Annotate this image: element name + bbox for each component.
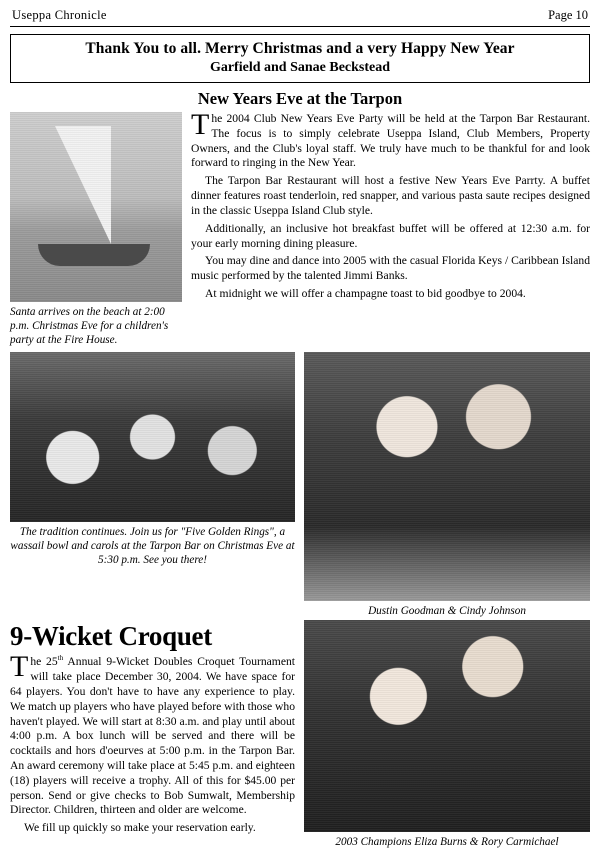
croquet-champions-photo [304, 620, 590, 832]
croquet-article-title: 9-Wicket Croquet [10, 621, 212, 651]
masthead [10, 8, 590, 27]
champions-photo-column [304, 620, 590, 849]
croquet-text-column [10, 620, 295, 839]
photo-grain-overlay [10, 352, 295, 522]
publication-title: Useppa Chronicle [12, 8, 107, 22]
croquet-article-text [10, 650, 295, 836]
greeting-box [10, 34, 590, 83]
photo-grain-overlay [304, 352, 590, 601]
page-number: Page 10 [548, 8, 588, 22]
nye-paragraph-4: You may dine and dance into 2005 with the casual Florida Keys / Caribbean Island music performed by the talented Jimmi Banks. [191, 254, 590, 283]
goodman-johnson-photo [304, 352, 590, 601]
croquet-dropcap: T [10, 650, 29, 684]
santa-photo-caption: Santa arrives on the beach at 2:00 p.m. Christmas Eve for a children's party at the Fire House. [10, 306, 169, 346]
goodman-johnson-photo-caption: Dustin Goodman & Cindy Johnson [368, 605, 526, 617]
nye-paragraph-5: At midnight we will offer a champagne toast to bid goodbye to 2004. [205, 287, 526, 301]
goodman-johnson-photo-column [304, 352, 590, 618]
nye-article-text [191, 108, 590, 305]
greeting-message: Thank You to all. Merry Christmas and a very Happy New Year [85, 40, 515, 57]
photo-grain-overlay [304, 620, 590, 832]
photo-grain-overlay [10, 112, 182, 302]
croquet-paragraph-2: We fill up quickly so make your reservation early. [24, 821, 256, 835]
carols-photo-caption: The tradition continues. Join us for "Five Golden Rings", a wassail bowl and carols at the Tarpon Bar on Christmas Eve at 5:30 p.m. See you there! [10, 526, 295, 566]
nye-paragraph-1-text: he 2004 Club New Years Eve Party will be held at the Tarpon Bar Restaurant. The focus is to simply celebrate Useppa Island, Club Members, Property Owners, and the Club's loyal staff. We truly have much to be thankful for and look forward to ringing in the New Year. [191, 112, 590, 170]
croquet-ordinal-prefix: he 25 [30, 655, 58, 669]
carols-photo-column [10, 352, 295, 567]
nye-paragraph-2: The Tarpon Bar Restaurant will host a festive New Years Eve Parrty. A buffet dinner features roast tenderloin, red snapper, and various pasta saute recipes designed in the classic Useppa Island Club style. [191, 174, 590, 217]
nye-paragraph-3: Additionally, an inclusive hot breakfast buffet will be offered at 12:30 a.m. for your early morning dining pleasure. [191, 221, 590, 250]
nye-article-block [10, 108, 590, 347]
croquet-paragraph-1-text: Annual 9-Wicket Doubles Croquet Tournament will take place December 30, 2004. We have space for 64 players. You don't have to have any experience to play. We match up players who have played before with those who haven't played. We will start at 8:30 a.m. and play until about 4:00 p.m. A box lunch will be served and there will be cocktails and hors d'oeurves at 5:00 p.m. in the Tarpon Bar. An award ceremony will take place at 5:45 p.m. and eighteen (18) players will receive a trophy. All of this for $45.00 per person. Send or give checks to Bob Sumwalt, Membership Director. Children, thirteen and older are welcome. [10, 655, 295, 817]
carols-party-photo [10, 352, 295, 522]
nye-paragraph-1 [191, 108, 590, 171]
croquet-article-row [10, 620, 590, 849]
croquet-paragraph-1 [10, 650, 295, 818]
nye-article-title: New Years Eve at the Tarpon [197, 89, 403, 108]
nye-dropcap: T [191, 108, 210, 141]
middle-photo-row [10, 352, 590, 618]
champions-photo-caption: 2003 Champions Eliza Burns & Rory Carmichael [335, 836, 559, 848]
greeting-signature: Garfield and Sanae Beckstead [209, 60, 391, 75]
santa-beach-photo [10, 112, 182, 302]
croquet-ordinal-suffix: th [57, 654, 64, 663]
santa-photo-column [10, 112, 182, 347]
